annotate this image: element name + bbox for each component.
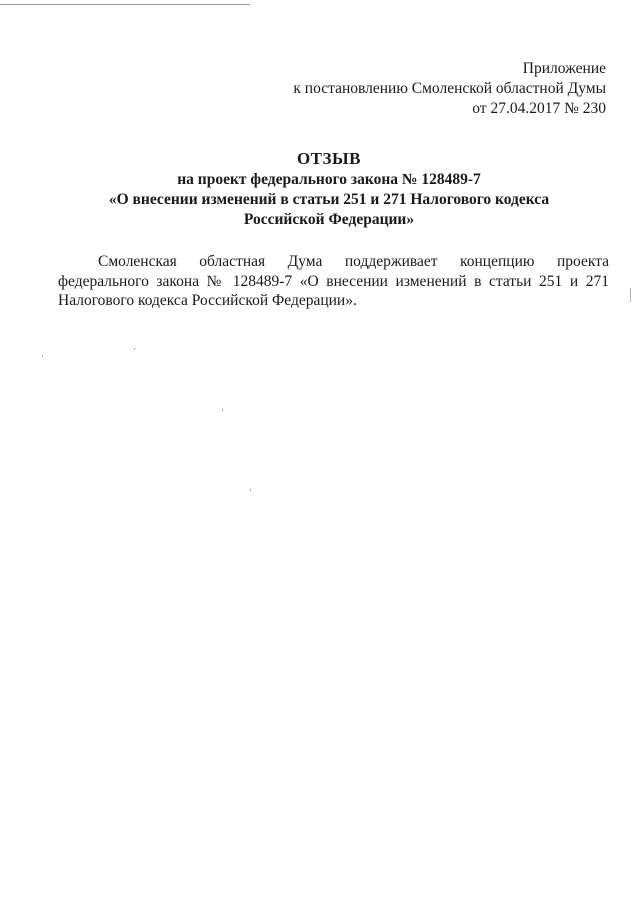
scan-speck: [250, 489, 251, 491]
title-line-2: «О внесении изменений в статьи 251 и 271 Налогового кодекса: [108, 191, 550, 208]
scan-speck: [42, 355, 43, 357]
title-line-1: на проект федерального закона № 128489-7: [177, 171, 481, 188]
annex-date-number: от 27.04.2017 № 230: [472, 100, 606, 117]
scan-speck: [134, 348, 135, 350]
annex-block: [293, 59, 606, 119]
scan-edge-line: [0, 4, 250, 5]
document-title-block: [60, 148, 598, 230]
scan-speck: [222, 409, 223, 411]
title-line-3: Российской Федерации»: [243, 211, 415, 228]
document-title: ОТЗЫВ: [296, 149, 362, 168]
annex-reference: к постановлению Смоленской областной Думы: [293, 80, 606, 97]
annex-label: Приложение: [522, 60, 606, 77]
body-paragraph: Смоленская областная Дума поддерживает концепцию проекта федерального закона № 128489-7 «О внесении изменений в статьи 251 и 271 Налогового кодекса Российской Федерации».: [58, 253, 609, 309]
scan-edge-mark: [630, 288, 631, 302]
